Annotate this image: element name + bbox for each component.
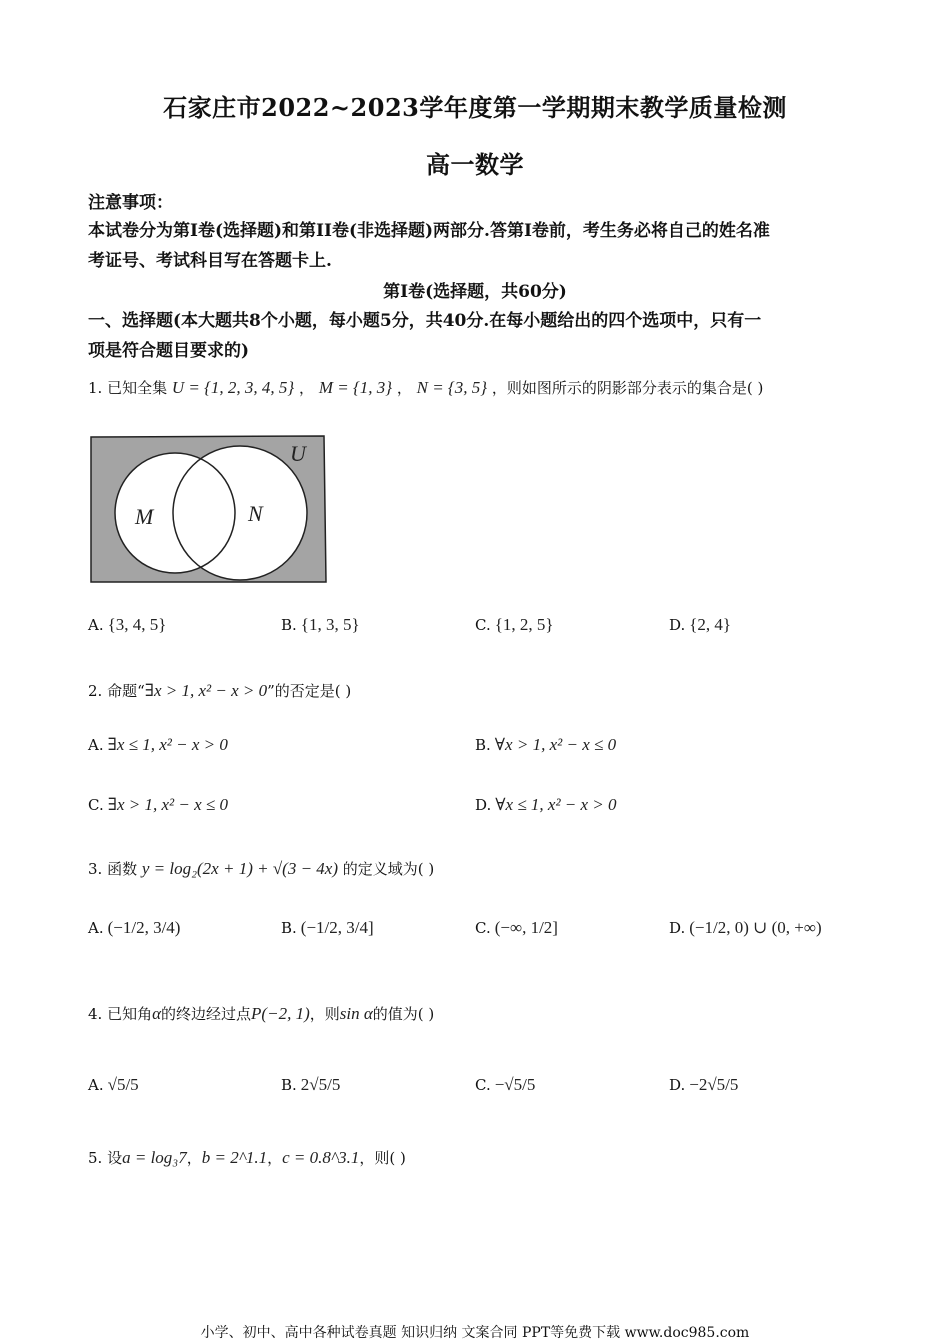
q4-mid-2: ，则 bbox=[309, 1005, 340, 1023]
q1-option-b[interactable]: B. {1, 3, 5} bbox=[281, 615, 360, 634]
venn-label-u: U bbox=[290, 441, 306, 466]
q3-option-d[interactable]: D. (−1/2, 0) ∪ (0, +∞) bbox=[669, 918, 822, 937]
question-5 bbox=[88, 1147, 406, 1169]
q1-set-u: U = {1, 2, 3, 4, 5} bbox=[171, 378, 295, 397]
q3-prefix: 3. 函数 bbox=[88, 860, 138, 878]
q1-suffix: ，则如图所示的阴影部分表示的集合是( ) bbox=[491, 379, 764, 397]
q1-option-a[interactable]: A. {3, 4, 5} bbox=[88, 615, 167, 634]
q4-point: P(−2, 1) bbox=[251, 1004, 310, 1023]
venn-label-m: M bbox=[135, 504, 154, 529]
q2-option-d[interactable]: D. ∀x ≤ 1, x² − x > 0 bbox=[475, 795, 617, 814]
q5-suffix: ，则( ) bbox=[359, 1149, 406, 1167]
question-2 bbox=[88, 680, 351, 702]
q4-alpha: α bbox=[152, 1004, 162, 1023]
q2-prefix: 2. 命题“ bbox=[88, 682, 145, 700]
q2-option-b[interactable]: B. ∀x > 1, x² − x ≤ 0 bbox=[475, 735, 617, 754]
q3-suffix: 的定义域为( ) bbox=[342, 860, 435, 878]
venn-label-n: N bbox=[248, 501, 263, 526]
q5-b: b = 2^1.1 bbox=[201, 1148, 268, 1167]
notice-line-1: 本试卷分为第I卷(选择题)和第II卷(非选择题)两部分.答第I卷前，考生务必将自己的姓名准 bbox=[88, 221, 770, 241]
q4-prefix: 4. 已知角 bbox=[88, 1005, 153, 1023]
q4-mid: 的终边经过点 bbox=[161, 1005, 252, 1023]
part1-heading: 第I卷(选择题，共60分) bbox=[383, 282, 567, 302]
q5-sep-2: ， bbox=[267, 1149, 283, 1167]
q3-option-c[interactable]: C. (−∞, 1/2] bbox=[475, 918, 558, 937]
section-heading-line-1: 一、选择题(本大题共8个小题，每小题5分，共40分.在每小题给出的四个选项中，只有一 bbox=[88, 311, 762, 331]
question-1 bbox=[88, 377, 763, 399]
notice-heading: 注意事项： bbox=[88, 193, 173, 213]
notice-line-2: 考证号、考试科目写在答题卡上. bbox=[88, 251, 332, 271]
section-heading-line-2: 项是符合题目要求的) bbox=[88, 341, 250, 361]
q4-option-b[interactable]: B. 2√5/5 bbox=[281, 1075, 341, 1094]
venn-diagram bbox=[88, 433, 330, 585]
question-3 bbox=[88, 858, 434, 880]
q3-function: y = log₂(2x + 1) + √(3 − 4x) bbox=[141, 859, 339, 878]
q2-option-c[interactable]: C. ∃x > 1, x² − x ≤ 0 bbox=[88, 795, 228, 814]
question-4 bbox=[88, 1003, 434, 1025]
q3-option-a[interactable]: A. (−1/2, 3/4) bbox=[88, 918, 181, 937]
q3-option-b[interactable]: B. (−1/2, 3/4] bbox=[281, 918, 374, 937]
q4-suffix: 的值为( ) bbox=[372, 1005, 435, 1023]
exam-subtitle: 高一数学 bbox=[426, 150, 524, 179]
exam-title: 石家庄市2022~2023学年度第一学期期末教学质量检测 bbox=[163, 93, 787, 122]
q4-option-c[interactable]: C. −√5/5 bbox=[475, 1075, 536, 1094]
q1-set-n: N = {3, 5} bbox=[416, 378, 488, 397]
q4-option-d[interactable]: D. −2√5/5 bbox=[669, 1075, 739, 1094]
q1-option-d[interactable]: D. {2, 4} bbox=[669, 615, 732, 634]
q1-sep-1: ， bbox=[299, 379, 315, 397]
q4-sin: sin α bbox=[339, 1004, 373, 1023]
q5-sep-1: ， bbox=[186, 1149, 202, 1167]
q5-a: a = log₃7 bbox=[122, 1148, 187, 1167]
q2-option-a[interactable]: A. ∃x ≤ 1, x² − x > 0 bbox=[88, 735, 228, 754]
q1-sep-2: ， bbox=[396, 379, 412, 397]
q1-option-c[interactable]: C. {1, 2, 5} bbox=[475, 615, 554, 634]
q4-option-a[interactable]: A. √5/5 bbox=[88, 1075, 139, 1094]
footer-text: 小学、初中、高中各种试卷真题 知识归纳 文案合同 PPT等免费下载 www.doc985.com bbox=[200, 1325, 750, 1341]
q5-prefix: 5. 设 bbox=[88, 1149, 123, 1167]
q2-suffix: ”的否定是( ) bbox=[267, 682, 352, 700]
q2-statement: ∃x > 1, x² − x > 0 bbox=[144, 681, 268, 700]
q5-c: c = 0.8^3.1 bbox=[282, 1148, 360, 1167]
q1-set-m: M = {1, 3} bbox=[318, 378, 393, 397]
q1-prefix: 1. 已知全集 bbox=[88, 379, 168, 397]
